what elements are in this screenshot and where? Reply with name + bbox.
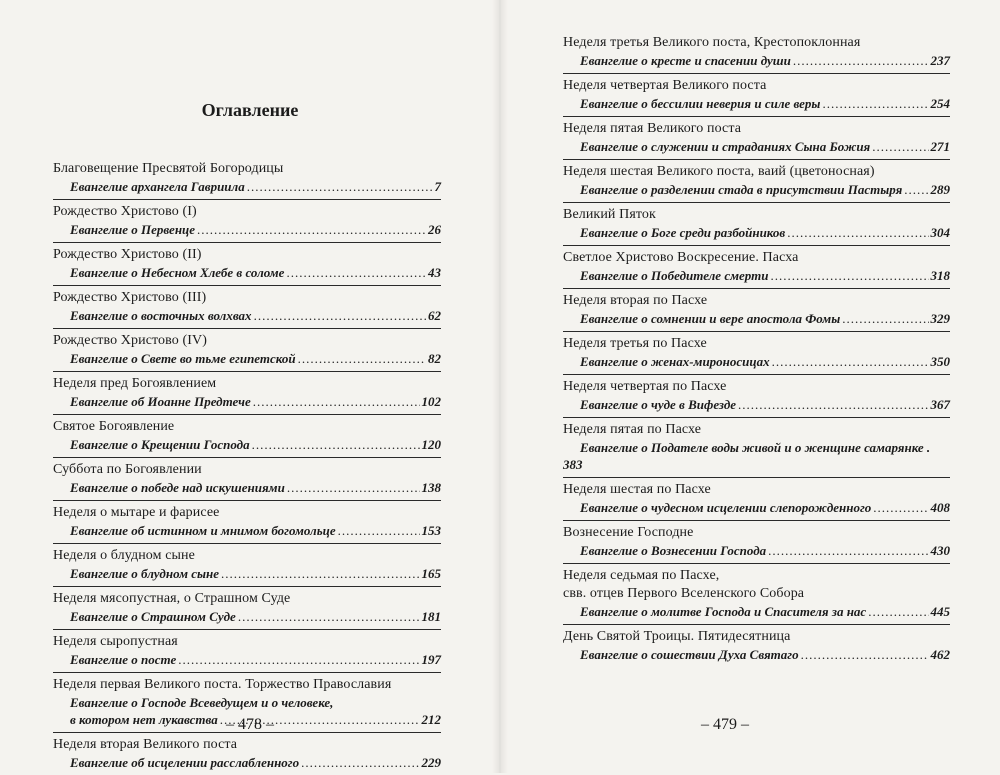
- entry-gospel: [563, 499, 950, 516]
- gospel-title: Евангелие об истинном и мнимом богомольце: [70, 523, 336, 538]
- entry-heading: Неделя пред Богоявлением: [53, 376, 217, 391]
- gospel-title: Евангелие о молитве Господа и Спасителя за нас: [580, 604, 867, 619]
- entry-heading: Рождество Христово (II): [53, 247, 202, 262]
- entry-heading: Неделя о блудном сыне: [53, 548, 195, 563]
- page-ref: 430: [930, 543, 950, 558]
- toc-entry: [53, 372, 441, 415]
- gospel-title: Евангелие о разделении стада в присутствии Пастыря: [580, 182, 903, 197]
- gospel-title: Евангелие о Крещении Господа: [70, 437, 250, 452]
- page-number-left: – 478 –: [226, 716, 274, 733]
- gospel-title: Евангелие о Господе Всеведущем и о человеке,: [70, 695, 334, 710]
- entry-gospel: [53, 350, 441, 367]
- toc-entry: [563, 160, 950, 203]
- leader-dots: [768, 542, 928, 559]
- page-ref: 445: [930, 604, 950, 619]
- leader-dots: [770, 267, 928, 284]
- page-ref: 367: [930, 397, 950, 412]
- toc-entry: [53, 587, 441, 630]
- leader-dots: [842, 310, 928, 327]
- entry-gospel: [563, 95, 950, 112]
- gospel-title: Евангелие об Иоанне Предтече: [70, 394, 251, 409]
- leader-dots: [254, 307, 426, 324]
- entry-gospel: [563, 439, 950, 473]
- page-ref: 304: [930, 225, 950, 240]
- leader-dots: [904, 181, 928, 198]
- entry-gospel: [563, 542, 950, 559]
- entry-gospel: [563, 646, 950, 663]
- entry-gospel: [53, 264, 441, 281]
- entry-gospel: [53, 565, 441, 582]
- toc-entry: [563, 203, 950, 246]
- page-ref: 197: [421, 652, 441, 667]
- page-ref: 165: [421, 566, 441, 581]
- gospel-title: Евангелие о чуде в Вифезде: [580, 397, 737, 412]
- left-page: [0, 0, 500, 773]
- leader-dots: [872, 138, 928, 155]
- entry-gospel: [563, 52, 950, 69]
- gospel-title: Евангелие о посте: [70, 652, 177, 667]
- entry-gospel: [563, 138, 950, 155]
- toc-entry: [53, 630, 441, 673]
- entry-gospel: [563, 310, 950, 327]
- gospel-title: Евангелие о сомнении и вере апостола Фомы: [580, 311, 841, 326]
- toc-entry: [53, 415, 441, 458]
- gospel-title: Евангелие об исцелении расслабленного: [70, 755, 300, 770]
- gospel-title: Евангелие о Небесном Хлебе в соломе: [70, 265, 285, 280]
- gospel-title: Евангелие о Свете во тьме египетской: [70, 351, 296, 366]
- entry-heading: Неделя четвертая Великого поста: [563, 78, 767, 93]
- page-ref: 254: [930, 96, 950, 111]
- entry-heading: Благовещение Пресвятой Богородицы: [53, 161, 284, 176]
- entry-gospel: [563, 267, 950, 284]
- leader-dots: [868, 603, 928, 620]
- leader-dots: [738, 396, 928, 413]
- page-ref: 138: [421, 480, 441, 495]
- leader-dots: [253, 393, 420, 410]
- entry-heading: Неделя сыропустная: [53, 634, 178, 649]
- page-ref: 350: [930, 354, 950, 369]
- entry-gospel: [53, 393, 441, 410]
- leader-dots: [238, 608, 420, 625]
- page-ref: 408: [930, 500, 950, 515]
- page-ref: 271: [930, 139, 950, 154]
- leader-dots: [286, 264, 426, 281]
- gospel-title: Евангелие о Победителе смерти: [580, 268, 769, 283]
- entry-heading: Неделя пятая Великого поста: [563, 121, 742, 136]
- leader-dots: [873, 499, 928, 516]
- leader-dots: [197, 221, 426, 238]
- page-ref: 318: [930, 268, 950, 283]
- entry-heading: День Святой Троицы. Пятидесятница: [563, 629, 791, 644]
- page-ref: 212: [421, 712, 441, 727]
- entry-gospel: [563, 353, 950, 370]
- page-ref: 462: [930, 647, 950, 662]
- entry-gospel: [563, 181, 950, 198]
- toc-list-left: [53, 157, 441, 775]
- gospel-title: Евангелие о Вознесении Господа: [580, 543, 767, 558]
- toc-entry: [53, 329, 441, 372]
- page-ref: 7: [434, 179, 441, 194]
- leader-dots: [178, 651, 419, 668]
- page-number-right: – 479 –: [701, 716, 749, 733]
- gospel-title: Евангелие о служении и страданиях Сына Божия: [580, 139, 871, 154]
- gospel-title: Евангелие о Страшном Суде: [70, 609, 236, 624]
- gospel-title-continued: в котором нет лукавства: [70, 712, 218, 727]
- toc-entry: [563, 246, 950, 289]
- entry-heading: Неделя третья Великого поста, Крестопоклонная: [563, 35, 861, 50]
- entry-gospel: [563, 224, 950, 241]
- leader-dots: [221, 565, 419, 582]
- entry-gospel: [53, 608, 441, 625]
- toc-entry: [563, 117, 950, 160]
- toc-entry: [53, 733, 441, 775]
- entry-heading: Неделя третья по Пасхе: [563, 336, 707, 351]
- page-ref: 153: [421, 523, 441, 538]
- gospel-title: Евангелие о сошествии Духа Святаго: [580, 647, 799, 662]
- gospel-title: Евангелие о Боге среди разбойников: [580, 225, 786, 240]
- page-ref: 43: [428, 265, 441, 280]
- toc-entry: [53, 458, 441, 501]
- toc-entry: [53, 157, 441, 200]
- leader-dots: [252, 436, 420, 453]
- page-ref: 383: [563, 457, 583, 472]
- toc-entry: [563, 289, 950, 332]
- gospel-title: Евангелие о восточных волхвах: [70, 308, 252, 323]
- right-page: [500, 0, 1000, 773]
- gospel-title: Евангелие о бессилии неверия и силе веры: [580, 96, 821, 111]
- gospel-title: Евангелие о кресте и спасении души: [580, 53, 791, 68]
- entry-heading: Неделя первая Великого поста. Торжество Православия: [53, 677, 392, 692]
- leader-dots: [793, 52, 929, 69]
- toc-entry: [563, 418, 950, 478]
- toc-list-right: [563, 31, 950, 667]
- entry-heading: Вознесение Господне: [563, 525, 694, 540]
- toc-entry: [563, 521, 950, 564]
- entry-gospel: [53, 754, 441, 771]
- entry-gospel: [53, 178, 441, 195]
- entry-gospel: [563, 603, 950, 620]
- leader-dots: [772, 353, 929, 370]
- entry-heading: Неделя шестая Великого поста, ваий (цветоносная): [563, 164, 875, 179]
- leader-dots: [822, 95, 928, 112]
- page-ref: 237: [930, 53, 950, 68]
- leader-dots: [301, 754, 419, 771]
- entry-heading: Неделя седьмая по Пасхе,: [563, 568, 720, 583]
- gospel-title: Евангелие о блудном сыне: [70, 566, 220, 581]
- toc-entry: [563, 375, 950, 418]
- page-ref: 289: [930, 182, 950, 197]
- leader-dots: [298, 350, 426, 367]
- entry-heading: Неделя мясопустная, о Страшном Суде: [53, 591, 291, 606]
- page-ref: 102: [421, 394, 441, 409]
- leader-dots: [247, 178, 433, 195]
- entry-heading: Рождество Христово (III): [53, 290, 207, 305]
- page-ref: 181: [421, 609, 441, 624]
- gospel-title: Евангелие о Подателе воды живой и о женщине самарянке .: [580, 440, 931, 455]
- toc-entry: [563, 74, 950, 117]
- entry-heading-continued: свв. отцев Первого Вселенского Собора: [563, 586, 805, 601]
- entry-gospel: [53, 479, 441, 496]
- leader-dots: [338, 522, 420, 539]
- entry-heading: Неделя вторая по Пасхе: [563, 293, 708, 308]
- entry-gospel: [53, 307, 441, 324]
- entry-heading: Светлое Христово Воскресение. Пасха: [563, 250, 799, 265]
- entry-heading: Рождество Христово (I): [53, 204, 197, 219]
- gospel-title: Евангелие архангела Гавриила: [70, 179, 245, 194]
- toc-entry: [563, 625, 950, 667]
- entry-heading: Рождество Христово (IV): [53, 333, 207, 348]
- page-ref: 229: [421, 755, 441, 770]
- entry-gospel: [563, 396, 950, 413]
- entry-gospel: [53, 522, 441, 539]
- entry-gospel: [53, 436, 441, 453]
- entry-gospel: [53, 651, 441, 668]
- page-ref: 82: [428, 351, 441, 366]
- page-ref: 120: [421, 437, 441, 452]
- toc-entry: [563, 564, 950, 625]
- entry-heading: Неделя четвертая по Пасхе: [563, 379, 727, 394]
- toc-entry: [563, 31, 950, 74]
- entry-heading: Неделя пятая по Пасхе: [563, 422, 702, 437]
- entry-heading: Суббота по Богоявлении: [53, 462, 202, 477]
- entry-heading: Неделя о мытаре и фарисее: [53, 505, 220, 520]
- toc-entry: [53, 544, 441, 587]
- gospel-title: Евангелие о чудесном исцелении слепорожденного: [580, 500, 872, 515]
- leader-dots: [287, 479, 420, 496]
- page-ref: 26: [428, 222, 441, 237]
- toc-entry: [53, 501, 441, 544]
- toc-entry: [563, 478, 950, 521]
- entry-heading: Неделя вторая Великого поста: [53, 737, 238, 752]
- entry-heading: Великий Пяток: [563, 207, 656, 222]
- gospel-title: Евангелие о Первенце: [70, 222, 196, 237]
- toc-entry: [563, 332, 950, 375]
- gospel-title: Евангелие о победе над искушениями: [70, 480, 285, 495]
- gospel-title: Евангелие о женах-мироносицах: [580, 354, 770, 369]
- entry-heading: Святое Богоявление: [53, 419, 175, 434]
- toc-title: Оглавление: [201, 100, 299, 120]
- toc-entry: [53, 286, 441, 329]
- leader-dots: [787, 224, 928, 241]
- page-ref: 62: [428, 308, 441, 323]
- leader-dots: [801, 646, 929, 663]
- toc-entry: [53, 200, 441, 243]
- entry-gospel-line1: [53, 694, 441, 711]
- toc-entry: [53, 243, 441, 286]
- entry-gospel: [53, 221, 441, 238]
- entry-heading: Неделя шестая по Пасхе: [563, 482, 711, 497]
- page-ref: 329: [930, 311, 950, 326]
